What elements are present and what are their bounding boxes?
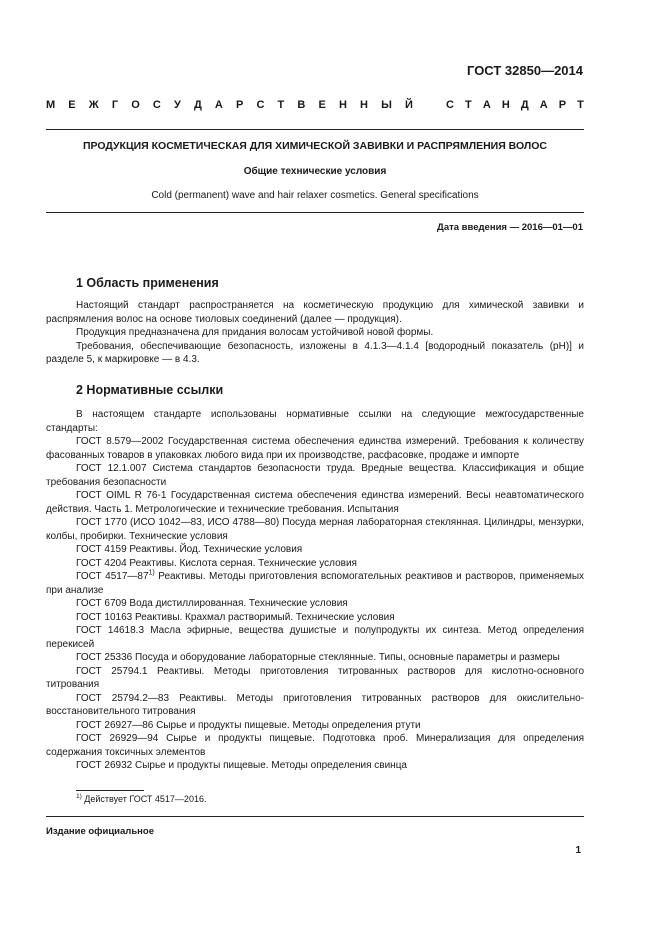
- paragraph: Требования, обеспечивающие безопасность, изложены в 4.1.3—4.1.4 [водородный показатель (pH)] и разделе 5, к маркировке — в 4.3.: [46, 340, 584, 365]
- header-divider: [46, 129, 584, 130]
- english-title: Cold (permanent) wave and hair relaxer cosmetics. General specifications: [151, 190, 479, 201]
- banner-letter: Н: [501, 99, 510, 111]
- banner-letter: У: [173, 99, 181, 111]
- banner-letter: Д: [193, 99, 202, 111]
- banner-word-standard: [446, 99, 584, 111]
- banner-letter: С: [446, 99, 454, 111]
- reference-item: ГОСТ 4204 Реактивы. Кислота серная. Технические условия: [76, 557, 357, 569]
- document-subtitle: Общие технические условия: [243, 166, 387, 177]
- banner-letter: Й: [405, 99, 413, 111]
- banner-letter: В: [297, 99, 306, 111]
- banner-letter: С: [152, 99, 161, 111]
- reference-item: ГОСТ 4159 Реактивы. Йод. Технические условия: [76, 544, 303, 555]
- footnote-marker: 1): [148, 569, 155, 577]
- reference-item: ГОСТ 25794.2—83 Реактивы. Методы приготовления титрованных растворов для окислительно-восстановительного титрования: [46, 692, 584, 717]
- banner-letter: С: [256, 99, 265, 111]
- standard-code: ГОСТ 32850—2014: [467, 63, 583, 78]
- section-2-heading: 2 Нормативные ссылки: [76, 383, 224, 397]
- introduction-date: Дата введения — 2016—01—01: [437, 222, 583, 233]
- banner-letter: Ы: [381, 99, 392, 111]
- banner-letter: А: [539, 99, 548, 111]
- banner-letter: Т: [277, 99, 285, 111]
- title-divider: [46, 212, 584, 213]
- footnote-mark: 1): [76, 793, 82, 800]
- reference-item: ГОСТ 26927—86 Сырье и продукты пищевые. Методы определения ртути: [76, 719, 421, 731]
- reference-item: ГОСТ 12.1.007 Система стандартов безопасности труда. Вредные вещества. Классификация и общие требования безопасности: [46, 463, 584, 488]
- banner-letter: Е: [318, 99, 326, 111]
- reference-item: ГОСТ 10163 Реактивы. Крахмал растворимый. Технические условия: [76, 611, 395, 623]
- reference-item: ГОСТ 25336 Посуда и оборудование лабораторные стеклянные. Типы, основные параметры и размеры: [76, 652, 560, 663]
- reference-item-gost-4517: [46, 570, 584, 597]
- section-1-body: [46, 299, 584, 367]
- reference-item: ГОСТ 1770 (ИСО 1042—83, ИСО 4788—80) Посуда мерная лабораторная стеклянная. Цилиндры, мензурки, колбы, пробирки. Технические условия: [46, 517, 584, 542]
- banner-letter: Е: [68, 99, 76, 111]
- banner-letter: Р: [558, 99, 567, 111]
- banner-letter: Ж: [88, 99, 99, 111]
- reference-item: ГОСТ 26929—94 Сырье и продукты пищевые. Подготовка проб. Минерализация для определения содержания токсичных элементов: [46, 733, 584, 758]
- paragraph: Настоящий стандарт распространяется на косметическую продукцию для химической завивки и распрямления волос на основе тиоловых соединений (далее — продукция).: [46, 300, 584, 325]
- paragraph: В настоящем стандарте использованы нормативные ссылки на следующие межгосударственные стандарты:: [46, 409, 584, 434]
- official-edition-label: Издание официальное: [46, 826, 154, 837]
- reference-item: ГОСТ 25794.1 Реактивы. Методы приготовления титрованных растворов для кислотно-основного титрования: [46, 665, 584, 690]
- banner-letter: Н: [360, 99, 368, 111]
- reference-code: ГОСТ 4517—87: [76, 571, 149, 582]
- banner-word-interstate: [46, 99, 413, 111]
- banner-letter: Т: [577, 99, 584, 111]
- footer-divider: [46, 816, 584, 817]
- document-title: ПРОДУКЦИЯ КОСМЕТИЧЕСКАЯ ДЛЯ ХИМИЧЕСКОЙ ЗАВИВКИ И РАСПРЯМЛЕНИЯ ВОЛОС: [82, 140, 548, 152]
- banner-letter: Т: [465, 99, 472, 111]
- reference-text: Реактивы. Методы приготовления вспомогательных реактивов и растворов, применяемых при анализе: [46, 571, 585, 596]
- paragraph: Продукция предназначена для придания волосам устойчивой новой формы.: [76, 327, 434, 338]
- footnote-text: Действует ГОСТ 4517—2016.: [81, 794, 207, 804]
- section-1-heading: 1 Область применения: [76, 276, 219, 290]
- banner-letter: Г: [111, 99, 119, 111]
- reference-item: ГОСТ OIML R 76-1 Государственная система обеспечения единства измерений. Весы неавтоматического действия. Часть 1. Метрологические и технические требования. Испытания: [46, 490, 584, 515]
- banner-letter: Н: [338, 99, 347, 111]
- banner-letter: Р: [236, 99, 244, 111]
- page-number: 1: [575, 845, 581, 856]
- footnote: [76, 794, 206, 804]
- reference-item: ГОСТ 14618.3 Масла эфирные, вещества душистые и полупродукты их синтеза. Метод определения перекисей: [46, 625, 584, 650]
- reference-item: ГОСТ 6709 Вода дистиллированная. Технические условия: [76, 598, 348, 609]
- interstate-standard-banner: [46, 99, 584, 111]
- section-2-body: [46, 408, 584, 773]
- reference-item: ГОСТ 8.579—2002 Государственная система обеспечения единства измерений. Требования к количеству фасованных товаров в упаковках любого вида при их производстве, расфасовке, продаже и импорте: [46, 436, 584, 461]
- banner-letter: А: [482, 99, 491, 111]
- banner-letter: М: [46, 99, 56, 111]
- banner-letter: Д: [520, 99, 529, 111]
- banner-letter: О: [131, 99, 140, 111]
- reference-item: ГОСТ 26932 Сырье и продукты пищевые. Методы определения свинца: [76, 760, 407, 771]
- footnote-divider: [76, 790, 144, 791]
- banner-letter: А: [214, 99, 223, 111]
